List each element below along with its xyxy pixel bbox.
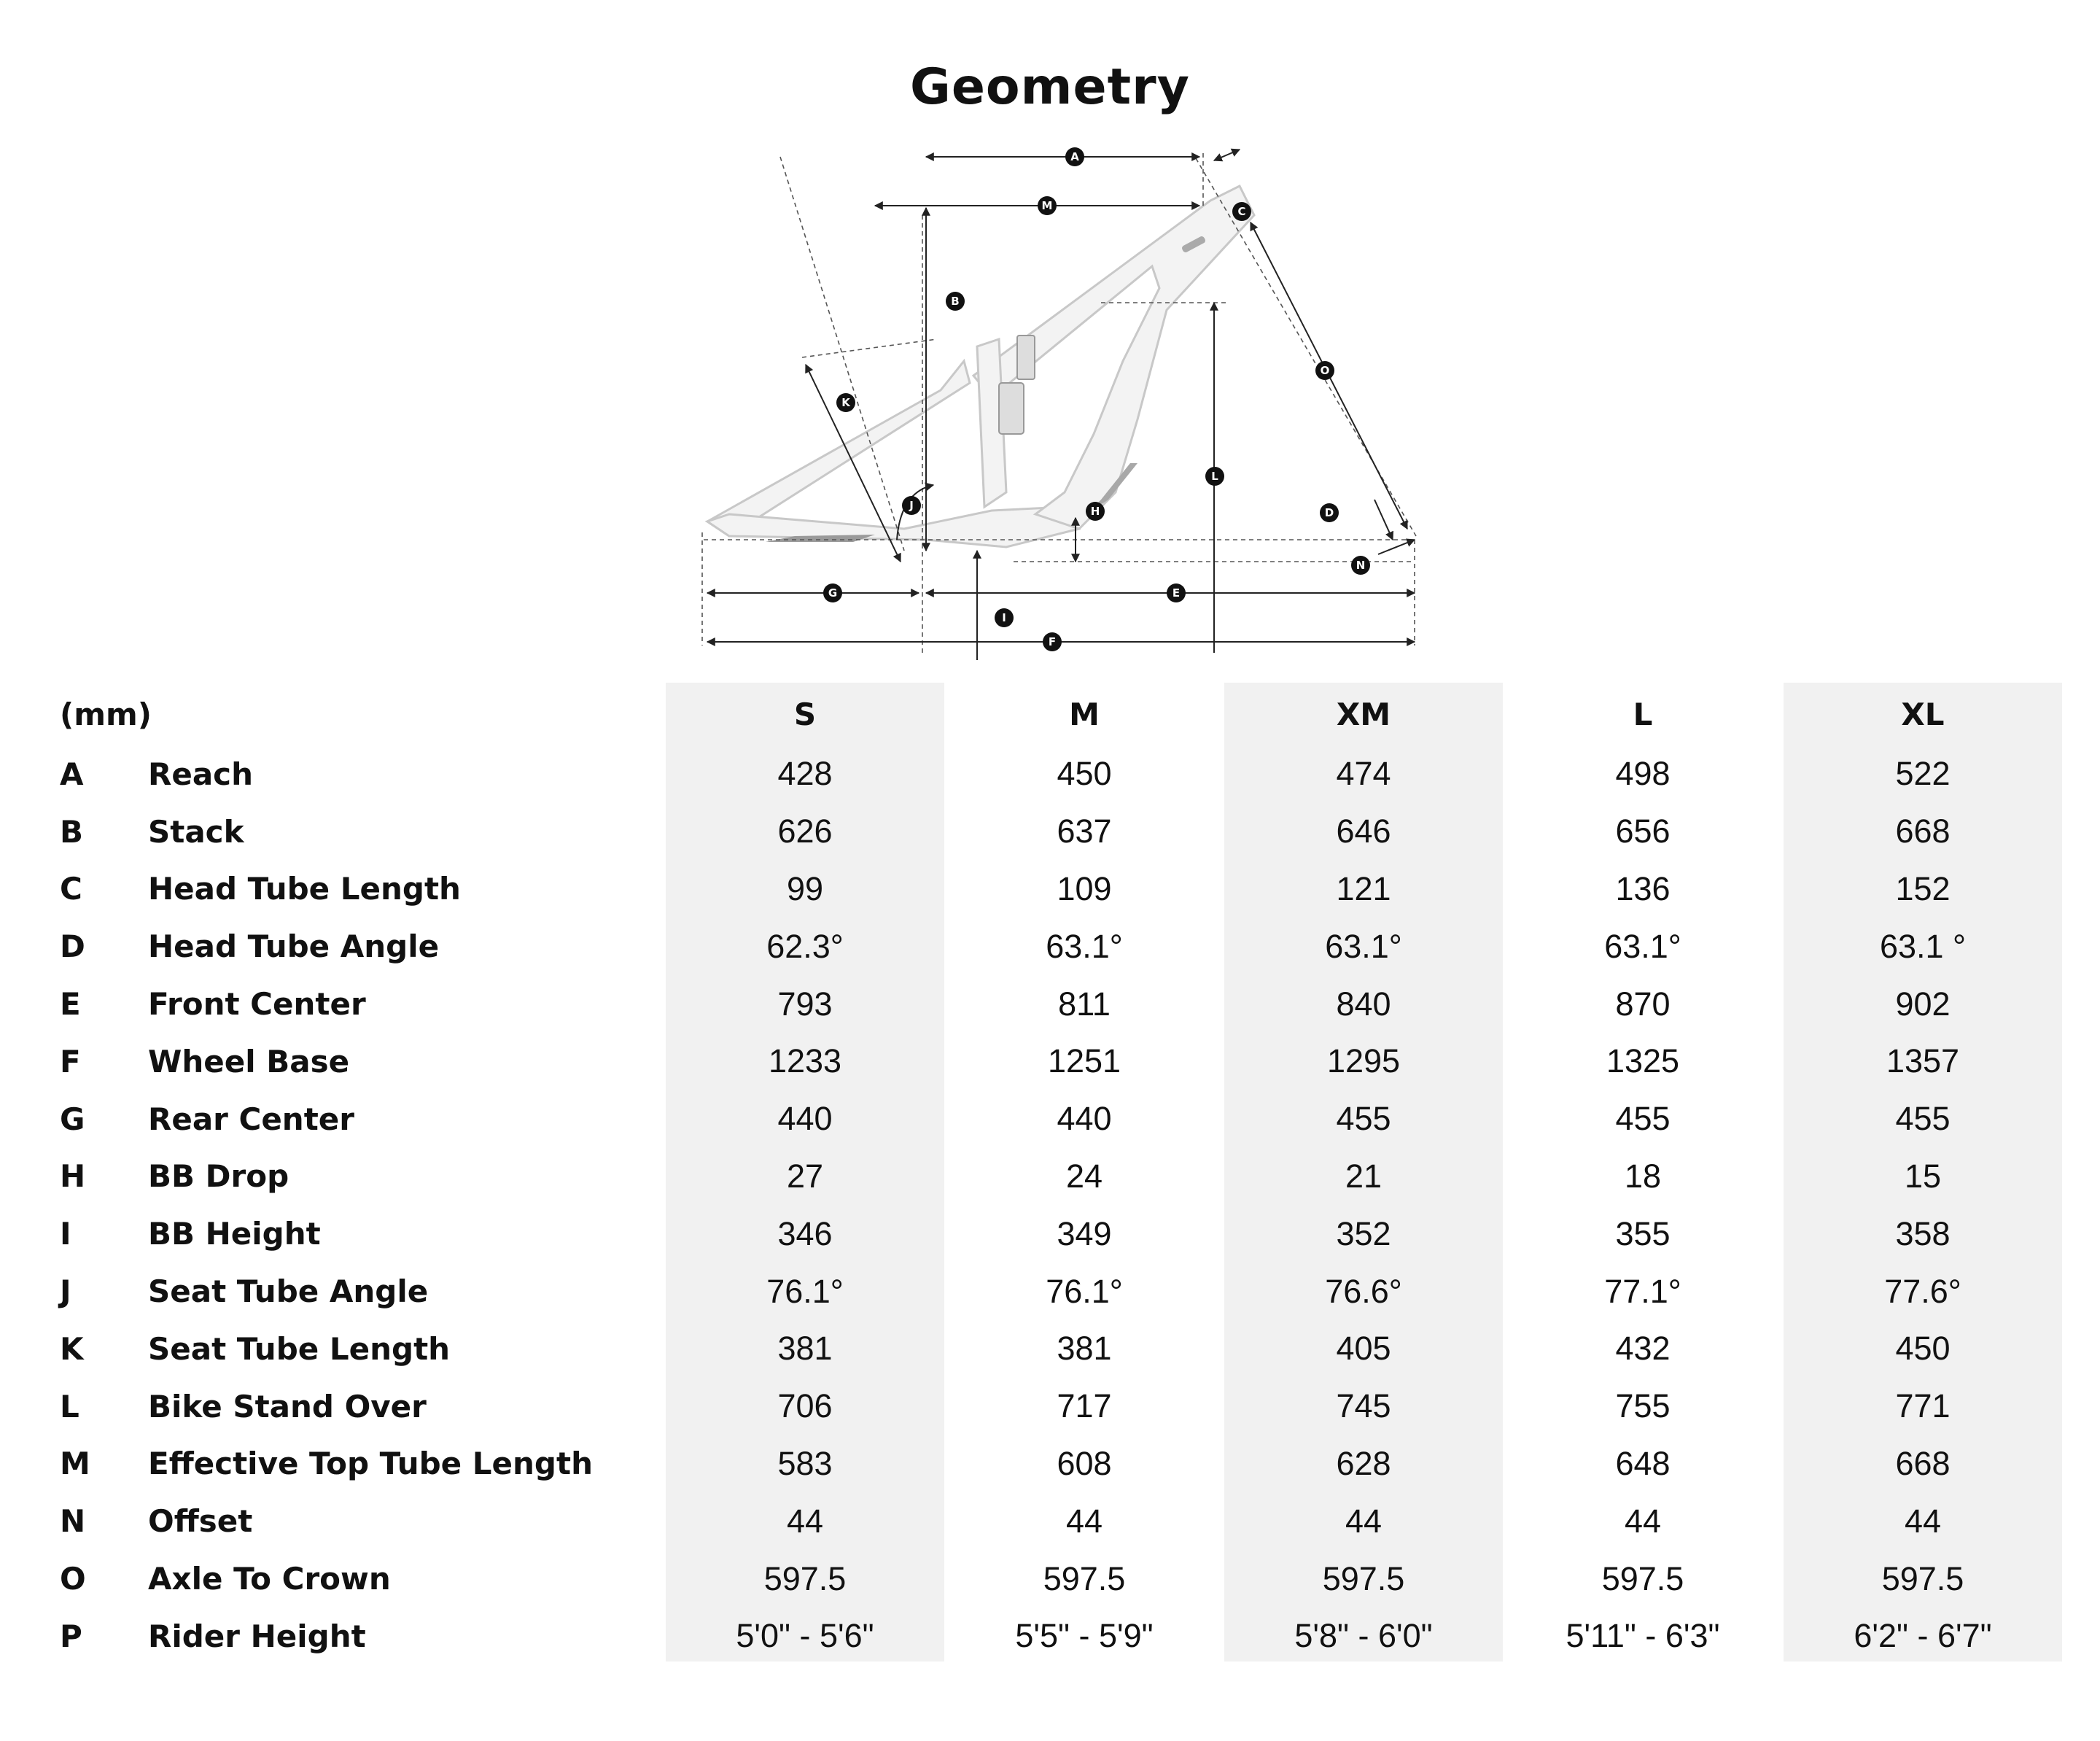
value-cell: 626 <box>777 813 833 850</box>
value-cell: 352 <box>1336 1214 1391 1252</box>
svg-text:N: N <box>1356 559 1366 572</box>
value-cell: 583 <box>777 1444 833 1482</box>
reference-lines <box>702 153 1416 653</box>
value-cell: 450 <box>1057 755 1112 793</box>
table-body <box>0 745 2100 1665</box>
value-cell: 21 <box>1345 1157 1382 1195</box>
value-cell: 1251 <box>1047 1042 1121 1080</box>
label-g-badge <box>823 583 842 602</box>
label-k-badge <box>836 393 855 412</box>
value-cell: 902 <box>1895 985 1951 1023</box>
value-cell: 628 <box>1336 1444 1391 1482</box>
value-cell: 405 <box>1336 1330 1391 1368</box>
value-cell: 77.6° <box>1884 1272 1961 1310</box>
label-m-badge <box>1038 196 1057 215</box>
row-letter: O <box>60 1561 86 1597</box>
label-c-badge <box>1232 202 1251 221</box>
size-header: L <box>1633 696 1653 732</box>
svg-text:H: H <box>1090 505 1100 518</box>
dimension-arrows <box>707 150 1415 660</box>
table-row <box>0 1608 2100 1665</box>
value-cell: 346 <box>777 1214 833 1252</box>
value-cell: 6'2" - 6'7" <box>1854 1617 1992 1655</box>
label-b-badge <box>946 292 965 311</box>
value-cell: 121 <box>1336 869 1391 907</box>
value-cell: 77.1° <box>1604 1272 1681 1310</box>
parameter-name: Seat Tube Angle <box>148 1273 429 1310</box>
bike-frame <box>707 186 1254 547</box>
table-row <box>0 918 2100 975</box>
value-cell: 5'5" - 5'9" <box>1015 1617 1154 1655</box>
parameter-name: Stack <box>148 813 244 850</box>
value-cell: 440 <box>777 1100 833 1138</box>
label-d-badge <box>1320 503 1339 522</box>
value-cell: 63.1° <box>1604 927 1681 965</box>
row-letter: A <box>60 756 84 792</box>
table-header-row <box>0 683 2100 745</box>
value-cell: 63.1° <box>1046 927 1123 965</box>
parameter-name: Effective Top Tube Length <box>148 1446 593 1482</box>
table-row <box>0 1492 2100 1550</box>
label-f-badge <box>1043 632 1062 651</box>
parameter-name: BB Drop <box>148 1158 289 1195</box>
value-cell: 349 <box>1057 1214 1112 1252</box>
value-cell: 597.5 <box>1601 1559 1684 1597</box>
value-cell: 152 <box>1895 869 1951 907</box>
label-e-badge <box>1167 583 1186 602</box>
row-letter: L <box>60 1388 79 1424</box>
svg-text:A: A <box>1070 150 1079 163</box>
value-cell: 44 <box>1624 1502 1662 1540</box>
value-cell: 63.1 ° <box>1879 927 1967 965</box>
value-cell: 5'8" - 6'0" <box>1294 1617 1433 1655</box>
unit-label: (mm) <box>60 696 152 732</box>
label-h-badge <box>1086 502 1105 521</box>
value-cell: 656 <box>1615 813 1671 850</box>
value-cell: 793 <box>777 985 833 1023</box>
value-cell: 1357 <box>1886 1042 1960 1080</box>
value-cell: 136 <box>1615 869 1671 907</box>
value-cell: 648 <box>1615 1444 1671 1482</box>
size-header: S <box>793 696 817 732</box>
value-cell: 355 <box>1615 1214 1671 1252</box>
shock-absorber <box>999 336 1035 434</box>
size-header: XM <box>1336 696 1391 732</box>
row-letter: P <box>60 1618 82 1654</box>
label-i-badge <box>995 608 1014 627</box>
value-cell: 62.3° <box>766 927 844 965</box>
row-letter: K <box>60 1330 84 1367</box>
value-cell: 44 <box>1904 1502 1942 1540</box>
svg-text:K: K <box>841 396 850 409</box>
row-letter: I <box>60 1216 71 1252</box>
size-header: M <box>1069 696 1100 732</box>
table-row <box>0 803 2100 861</box>
geometry-table <box>0 683 2100 1665</box>
svg-text:D: D <box>1324 506 1334 519</box>
row-letter: E <box>60 986 81 1023</box>
value-cell: 455 <box>1895 1100 1951 1138</box>
value-cell: 5'11" - 6'3" <box>1566 1617 1720 1655</box>
value-cell: 771 <box>1895 1387 1951 1425</box>
svg-text:E: E <box>1172 586 1181 600</box>
svg-text:J: J <box>909 499 914 512</box>
value-cell: 717 <box>1057 1387 1112 1425</box>
value-cell: 76.6° <box>1325 1272 1402 1310</box>
parameter-name: Front Center <box>148 986 366 1023</box>
value-cell: 428 <box>777 755 833 793</box>
value-cell: 76.1° <box>1046 1272 1123 1310</box>
row-letter: H <box>60 1158 86 1195</box>
value-cell: 450 <box>1895 1330 1951 1368</box>
value-cell: 440 <box>1057 1100 1112 1138</box>
value-cell: 498 <box>1615 755 1671 793</box>
dimension-labels <box>823 147 1370 651</box>
svg-text:G: G <box>828 586 838 600</box>
value-cell: 597.5 <box>1043 1559 1126 1597</box>
value-cell: 432 <box>1615 1330 1671 1368</box>
svg-text:B: B <box>951 295 960 308</box>
value-cell: 597.5 <box>1881 1559 1964 1597</box>
table-row <box>0 745 2100 803</box>
svg-text:L: L <box>1211 470 1218 483</box>
table-row <box>0 1320 2100 1378</box>
value-cell: 840 <box>1336 985 1391 1023</box>
svg-text:O: O <box>1320 364 1330 377</box>
bike-geometry-diagram <box>685 142 1429 660</box>
value-cell: 381 <box>777 1330 833 1368</box>
parameter-name: Offset <box>148 1503 253 1540</box>
value-cell: 608 <box>1057 1444 1112 1482</box>
value-cell: 27 <box>786 1157 824 1195</box>
table-row <box>0 1263 2100 1320</box>
label-j-badge <box>902 496 921 515</box>
value-cell: 455 <box>1336 1100 1391 1138</box>
page-title: Geometry <box>910 58 1190 116</box>
parameter-name: BB Height <box>148 1216 321 1252</box>
value-cell: 474 <box>1336 755 1391 793</box>
value-cell: 99 <box>786 869 824 907</box>
row-letter: D <box>60 928 85 965</box>
label-n-badge <box>1351 556 1370 575</box>
value-cell: 381 <box>1057 1330 1112 1368</box>
value-cell: 76.1° <box>766 1272 844 1310</box>
table-row <box>0 861 2100 918</box>
value-cell: 24 <box>1065 1157 1103 1195</box>
row-letter: M <box>60 1446 90 1482</box>
parameter-name: Head Tube Angle <box>148 928 440 965</box>
parameter-name: Seat Tube Length <box>148 1330 451 1367</box>
value-cell: 811 <box>1058 985 1111 1023</box>
value-cell: 44 <box>786 1502 824 1540</box>
row-letter: N <box>60 1503 86 1540</box>
parameter-name: Reach <box>148 756 253 792</box>
svg-text:F: F <box>1048 635 1057 648</box>
row-letter: B <box>60 813 84 850</box>
value-cell: 745 <box>1336 1387 1391 1425</box>
value-cell: 1325 <box>1606 1042 1680 1080</box>
row-letter: C <box>60 871 82 907</box>
table-row <box>0 1550 2100 1608</box>
row-letter: J <box>60 1273 71 1310</box>
svg-text:I: I <box>1002 611 1006 624</box>
value-cell: 1295 <box>1326 1042 1401 1080</box>
value-cell: 755 <box>1615 1387 1671 1425</box>
value-cell: 44 <box>1345 1502 1382 1540</box>
value-cell: 44 <box>1065 1502 1103 1540</box>
value-cell: 455 <box>1615 1100 1671 1138</box>
table-row <box>0 1148 2100 1206</box>
row-letter: G <box>60 1101 85 1137</box>
value-cell: 597.5 <box>763 1559 847 1597</box>
size-header: XL <box>1901 696 1945 732</box>
svg-text:C: C <box>1237 205 1246 218</box>
parameter-name: Head Tube Length <box>148 871 461 907</box>
value-cell: 597.5 <box>1322 1559 1405 1597</box>
label-a-badge <box>1065 147 1084 166</box>
value-cell: 109 <box>1057 869 1112 907</box>
value-cell: 870 <box>1615 985 1671 1023</box>
table-row <box>0 1090 2100 1148</box>
table-row <box>0 1205 2100 1263</box>
table-row <box>0 975 2100 1033</box>
table-row <box>0 1378 2100 1435</box>
value-cell: 18 <box>1624 1157 1662 1195</box>
value-cell: 1233 <box>768 1042 842 1080</box>
table-row <box>0 1435 2100 1493</box>
table-row <box>0 1033 2100 1090</box>
value-cell: 646 <box>1336 813 1391 850</box>
label-l-badge <box>1205 467 1224 486</box>
parameter-name: Axle To Crown <box>148 1561 391 1597</box>
parameter-name: Bike Stand Over <box>148 1388 427 1424</box>
value-cell: 5'0" - 5'6" <box>736 1617 874 1655</box>
value-cell: 706 <box>777 1387 833 1425</box>
parameter-name: Rear Center <box>148 1101 354 1137</box>
row-letter: F <box>60 1043 81 1079</box>
parameter-name: Wheel Base <box>148 1043 350 1079</box>
label-o-badge <box>1315 361 1334 380</box>
value-cell: 668 <box>1895 813 1951 850</box>
value-cell: 63.1° <box>1325 927 1402 965</box>
value-cell: 358 <box>1895 1214 1951 1252</box>
parameter-name: Rider Height <box>148 1618 366 1654</box>
svg-text:M: M <box>1041 199 1053 212</box>
value-cell: 15 <box>1904 1157 1942 1195</box>
value-cell: 522 <box>1895 755 1951 793</box>
value-cell: 668 <box>1895 1444 1951 1482</box>
value-cell: 637 <box>1057 813 1112 850</box>
